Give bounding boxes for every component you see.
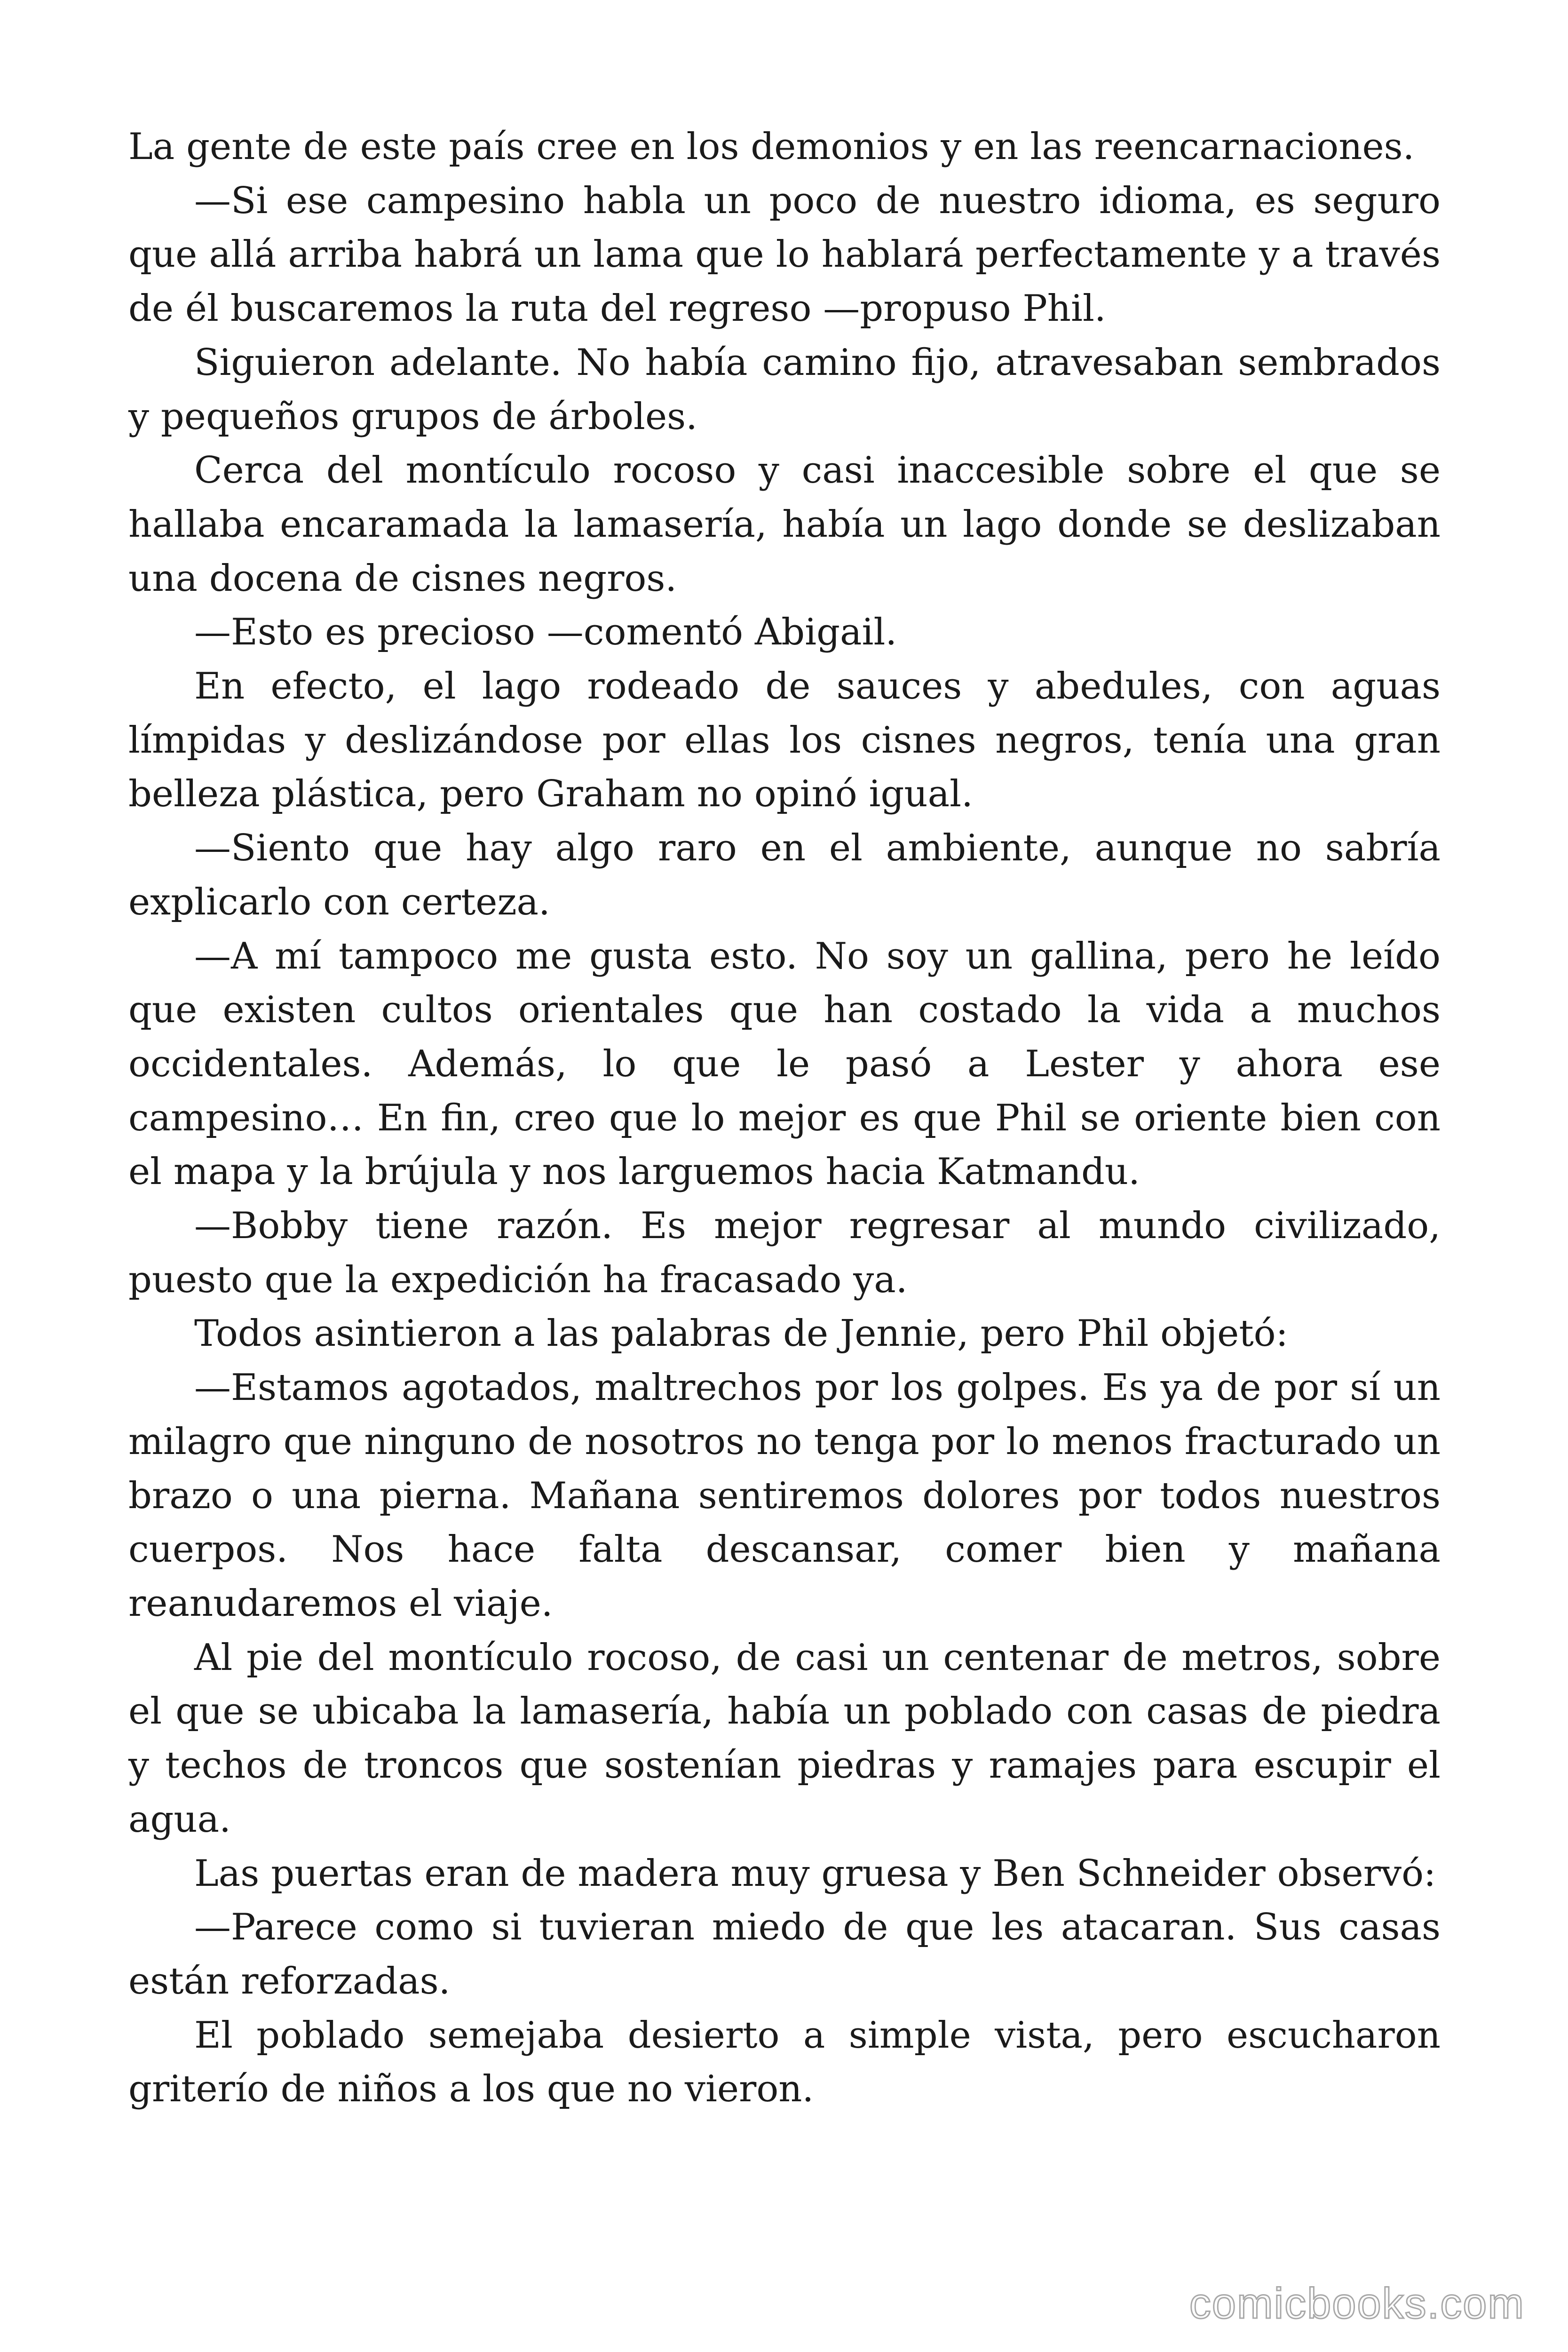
paragraph: —A mí tampoco me gusta esto. No soy un gallina, pero he leído que existen cultos orientales que han costado la vida a muchos occidentales. Además, lo que le pasó a Lester y ahora ese campesino… En fin, creo que lo mejor es que Phil se oriente bien con el mapa y la brújula y nos larguemos hacia Katmandu.: [128, 935, 1441, 1193]
paragraph: Al pie del montículo rocoso, de casi un centenar de metros, sobre el que se ubicaba la lamasería, había un poblado con casas de piedra y techos de troncos que sostenían piedras y ramajes para escupir el agua.: [128, 1636, 1441, 1841]
watermark: comicbooks.com: [1189, 2280, 1525, 2328]
paragraph: —Siento que hay algo raro en el ambiente, aunque no sabría explicarlo con certeza.: [128, 827, 1441, 923]
paragraph: —Estamos agotados, maltrechos por los golpes. Es ya de por sí un milagro que ninguno de nosotros no tenga por lo menos fracturado un brazo o una pierna. Mañana sentiremos dolores por todos nuestros cuerpos. Nos hace falta descansar, comer bien y mañana reanudaremos el viaje.: [128, 1367, 1441, 1625]
paragraph: Cerca del montículo rocoso y casi inaccesible sobre el que se hallaba encaramada la lamasería, había un lago donde se deslizaban una docena de cisnes negros.: [128, 449, 1441, 600]
paragraph: El poblado semejaba desierto a simple vista, pero escucharon griterío de niños a los que no vieron.: [128, 2014, 1441, 2111]
paragraph: Las puertas eran de madera muy gruesa y Ben Schneider observó:: [194, 1852, 1436, 1895]
paragraph: —Bobby tiene razón. Es mejor regresar al mundo civilizado, puesto que la expedición ha fracasado ya.: [128, 1205, 1441, 1301]
page-body: [128, 120, 1441, 2116]
paragraph: —Esto es precioso —comentó Abigail.: [194, 611, 897, 654]
paragraph: —Si ese campesino habla un poco de nuestro idioma, es seguro que allá arriba habrá un lama que lo hablará perfectamente y a través de él buscaremos la ruta del regreso —propuso Phil.: [128, 179, 1441, 330]
paragraph: La gente de este país cree en los demonios y en las reencarnaciones.: [128, 126, 1415, 168]
paragraph: —Parece como si tuvieran miedo de que les atacaran. Sus casas están reforzadas.: [128, 1906, 1441, 2002]
paragraph: Todos asintieron a las palabras de Jennie, pero Phil objetó:: [194, 1312, 1288, 1355]
paragraph: En efecto, el lago rodeado de sauces y abedules, con aguas límpidas y deslizándose por ellas los cisnes negros, tenía una gran belleza plástica, pero Graham no opinó igual.: [128, 665, 1441, 816]
paragraph: Siguieron adelante. No había camino fijo, atravesaban sembrados y pequeños grupos de árboles.: [128, 341, 1441, 438]
